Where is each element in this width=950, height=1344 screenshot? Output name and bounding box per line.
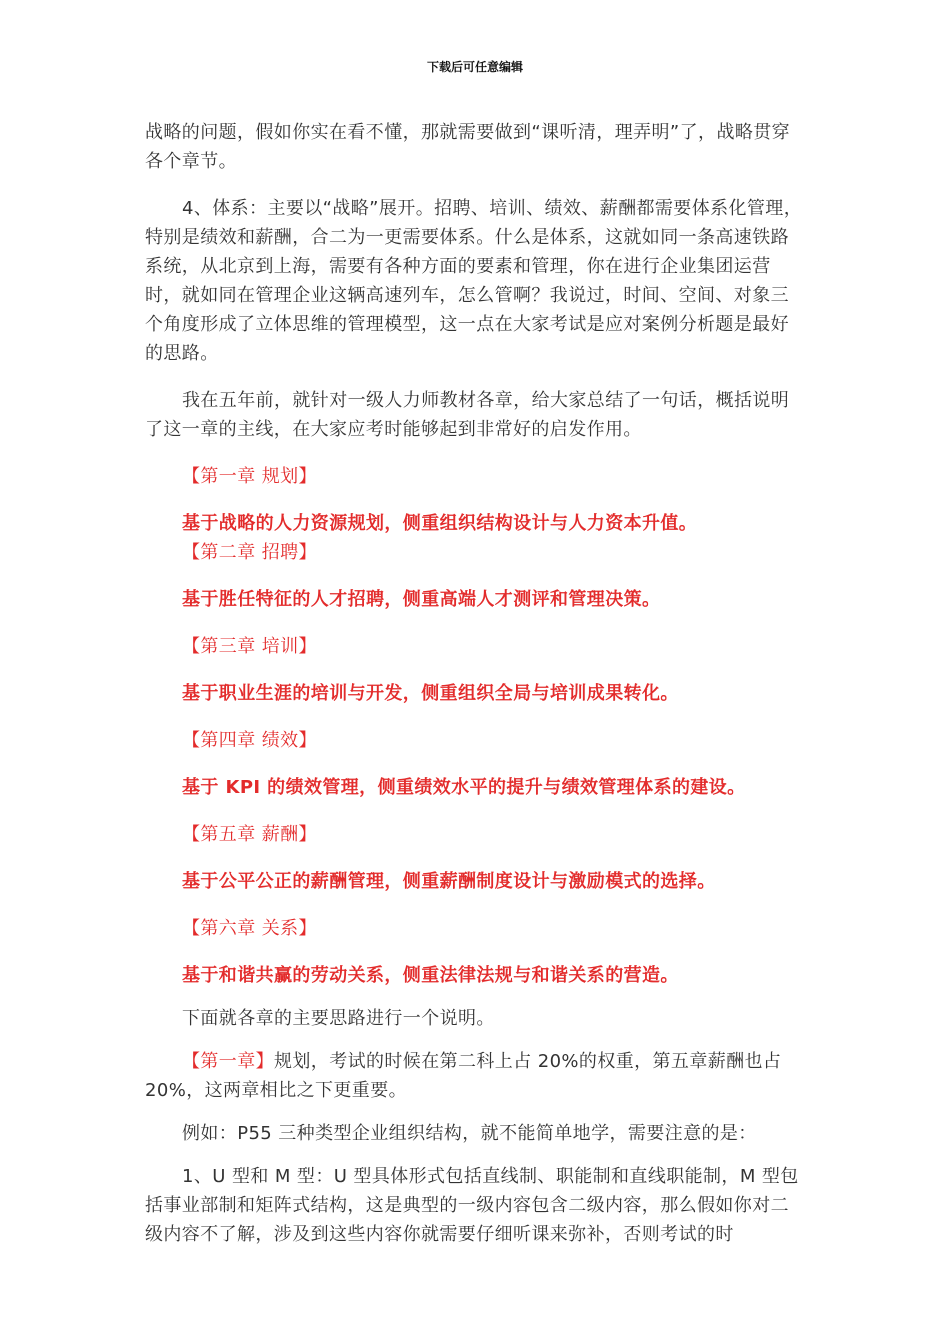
paragraph-chapter1-note bbox=[145, 1047, 805, 1105]
chapter-title-1: 【第一章 规划】 bbox=[182, 466, 317, 487]
paragraph-u-m-type: 1、U 型和 M 型：U 型具体形式包括直线制、职能制和直线职能制，M 型包括事业部制和矩阵式结构，这是典型的一级内容包含二级内容，那么假如你对二级内容不了解，涉及到这些内容你就需要仔细听课来弥补，否则考试的时 bbox=[145, 1166, 799, 1245]
paragraph-example: 例如：P55 三种类型企业组织结构，就不能简单地学，需要注意的是： bbox=[182, 1123, 757, 1144]
chapter-title-4: 【第四章 绩效】 bbox=[182, 730, 317, 751]
chapter-summary-2: 基于胜任特征的人才招聘，侧重高端人才测评和管理决策。 bbox=[182, 589, 661, 610]
paragraph-strategy: 战略的问题，假如你实在看不懂，那就需要做到“课听清，理弄明”了，战略贯穿各个章节。 bbox=[145, 122, 791, 172]
chapter-title-3: 【第三章 培训】 bbox=[182, 636, 317, 657]
chapter-summary-5: 基于公平公正的薪酬管理，侧重薪酬制度设计与激励模式的选择。 bbox=[182, 871, 716, 892]
paragraph-system: 4、体系：主要以“战略”展开。招聘、培训、绩效、薪酬都需要体系化管理，特别是绩效和薪酬，合二为一更需要体系。什么是体系，这就如同一条高速铁路系统，从北京到上海，需要有各种方面的要素和管理，你在进行企业集团运营时，就如同在管理企业这辆高速列车，怎么管啊？我说过，时间、空间、对象三个角度形成了立体思维的管理模型，这一点在大家考试是应对案例分析题是最好的思路。 bbox=[145, 198, 803, 364]
chapter-title-6: 【第六章 关系】 bbox=[182, 918, 317, 939]
document-body bbox=[145, 118, 805, 1249]
paragraph-summary-intro: 我在五年前，就针对一级人力师教材各章，给大家总结了一句话，概括说明了这一章的主线，在大家应考时能够起到非常好的启发作用。 bbox=[145, 390, 790, 440]
chapter-summary-3: 基于职业生涯的培训与开发，侧重组织全局与培训成果转化。 bbox=[182, 683, 679, 704]
chapter-summary-1: 基于战略的人力资源规划，侧重组织结构设计与人力资本升值。 bbox=[182, 513, 698, 534]
page-header: 下载后可任意编辑 bbox=[426, 60, 523, 74]
chapter1-text: 规划，考试的时候在第二科上占 20%的权重，第五章薪酬也占 20%，这两章相比之下更重要。 bbox=[145, 1051, 782, 1101]
paragraph-explanation-intro: 下面就各章的主要思路进行一个说明。 bbox=[182, 1008, 495, 1029]
chapter-title-5: 【第五章 薪酬】 bbox=[182, 824, 317, 845]
chapter-summary-6: 基于和谐共赢的劳动关系，侧重法律法规与和谐关系的营造。 bbox=[182, 965, 679, 986]
chapter-summary-4: 基于 KPI 的绩效管理，侧重绩效水平的提升与绩效管理体系的建设。 bbox=[182, 777, 746, 798]
chapter-title-2: 【第二章 招聘】 bbox=[182, 542, 317, 563]
chapter1-tag: 【第一章】 bbox=[182, 1051, 274, 1072]
